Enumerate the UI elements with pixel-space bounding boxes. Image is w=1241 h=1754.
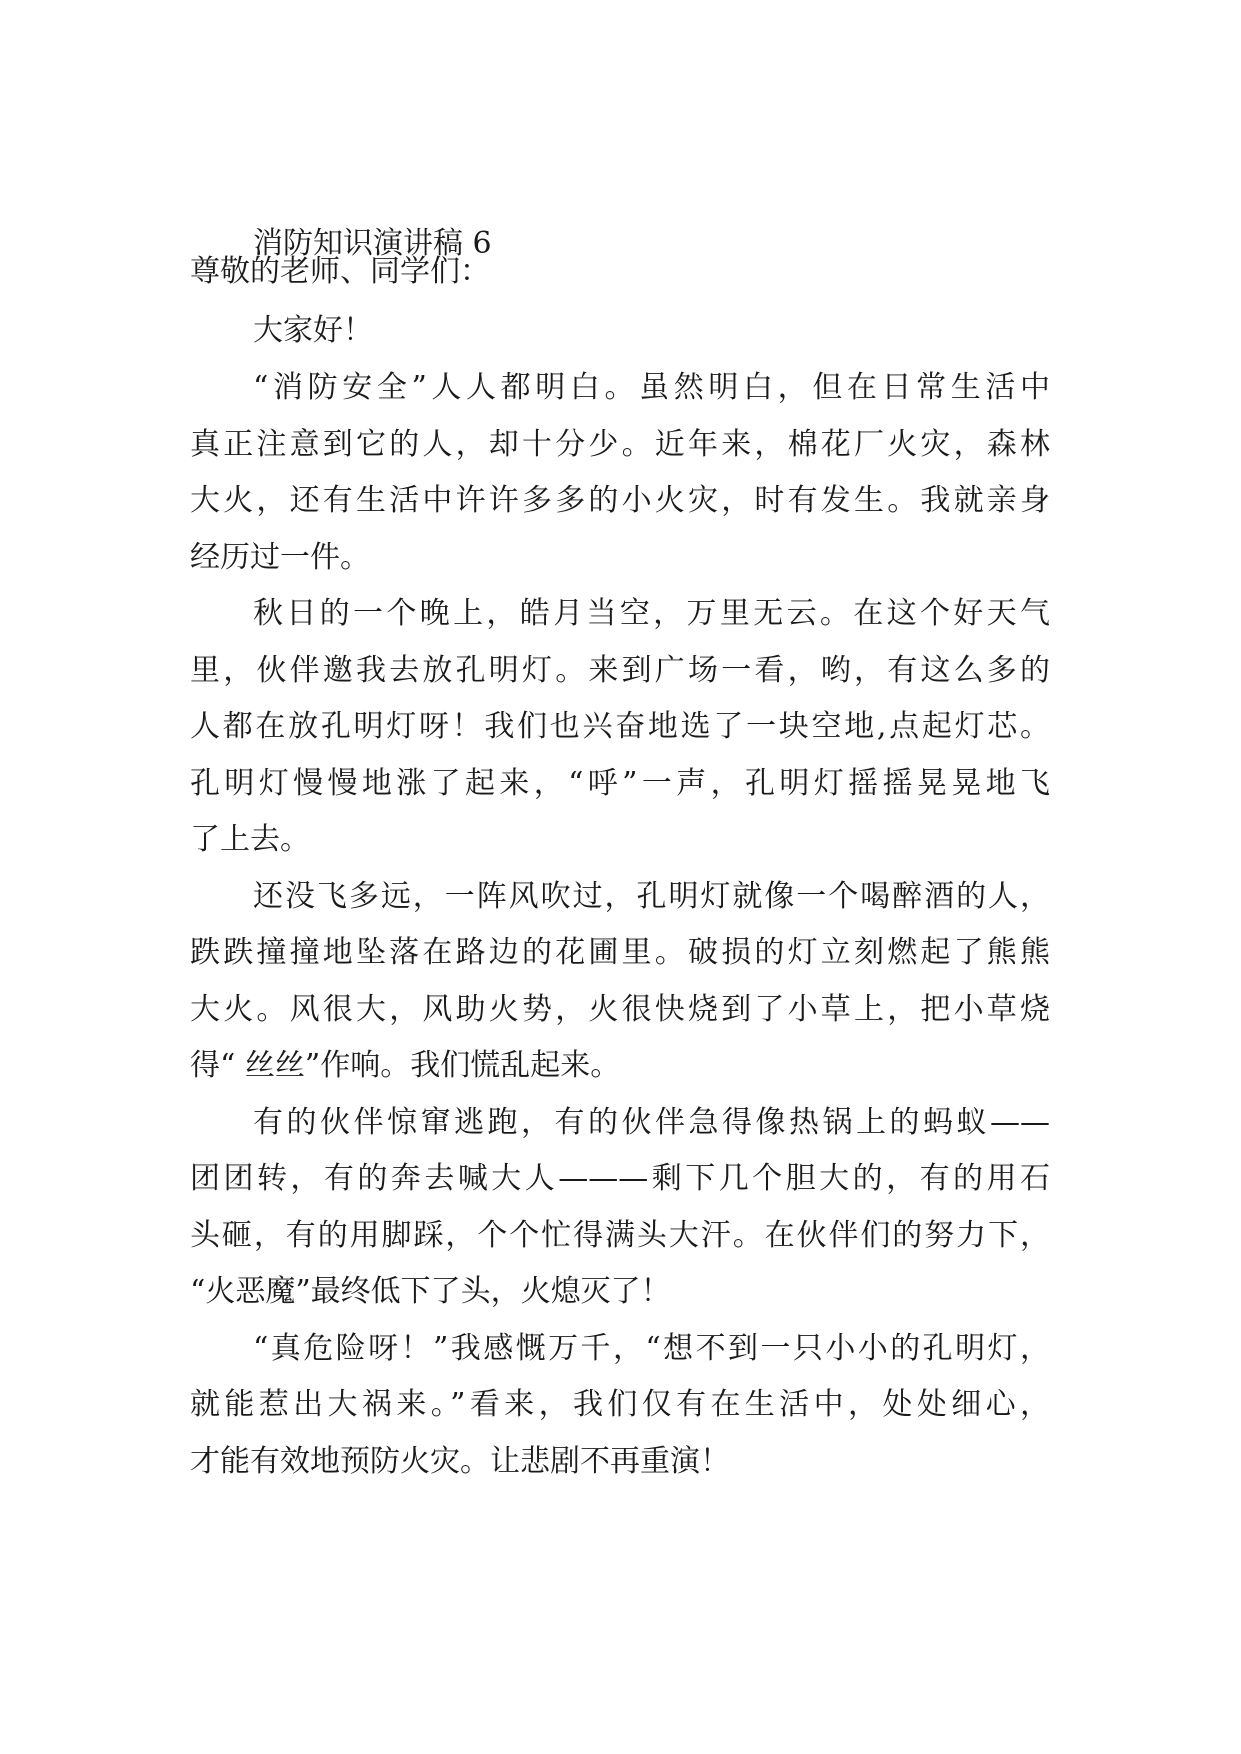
- paragraph-3-line-2: 跌跌撞撞地坠落在路边的花圃里。破损的灯立刻燃起了熊熊: [190, 935, 1050, 970]
- paragraph-2-line-1: 秋日的一个晚上，皓月当空，万里无云。在这个好天气: [253, 596, 1050, 631]
- paragraph-2-line-5: 了上去。: [190, 822, 310, 857]
- paragraph-3-line-1: 还没飞多远，一阵风吹过，孔明灯就像一个喝醉酒的人，: [253, 879, 1050, 914]
- paragraph-4-line-3: 头砸，有的用脚踩，个个忙得满头大汗。在伙伴们的努力下，: [190, 1218, 1050, 1253]
- paragraph-1-line-2: 真正注意到它的人，却十分少。近年来，棉花厂火灾，森林: [190, 427, 1050, 462]
- paragraph-3-line-3: 大火。风很大，风助火势，火很快烧到了小草上，把小草烧: [190, 992, 1050, 1027]
- paragraph-1-line-3: 大火，还有生活中许许多多的小火灾，时有发生。我就亲身: [190, 483, 1050, 518]
- paragraph-3-line-4: 得“ 丝丝”作响。我们慌乱起来。: [190, 1048, 621, 1083]
- paragraph-2-line-2: 里，伙伴邀我去放孔明灯。来到广场一看，哟，有这么多的: [190, 653, 1050, 688]
- paragraph-5-line-2: 就能惹出大祸来。”看来，我们仅有在生活中，处处细心，: [190, 1387, 1050, 1422]
- document-title: 消防知识演讲稿 6: [253, 226, 492, 261]
- greeting: 大家好！: [253, 313, 373, 348]
- paragraph-4-line-1: 有的伙伴惊窜逃跑，有的伙伴急得像热锅上的蚂蚁——: [253, 1105, 1050, 1140]
- paragraph-2-line-3: 人都在放孔明灯呀！我们也兴奋地选了一块空地,点起灯芯。: [190, 709, 1050, 744]
- salutation: 尊敬的老师、同学们：: [190, 254, 490, 289]
- paragraph-1-line-1: “消防安全”人人都明白。虽然明白，但在日常生活中: [253, 370, 1050, 405]
- paragraph-1-line-4: 经历过一件。: [190, 540, 370, 575]
- paragraph-4-line-2: 团团转，有的奔去喊大人———剩下几个胆大的，有的用石: [190, 1161, 1050, 1196]
- paragraph-4-line-4: “火恶魔”最终低下了头，火熄灭了！: [190, 1274, 671, 1309]
- paragraph-2-line-4: 孔明灯慢慢地涨了起来，“呼”一声，孔明灯摇摇晃晃地飞: [190, 766, 1050, 801]
- paragraph-5-line-3: 才能有效地预防火灾。让悲剧不再重演！: [190, 1444, 730, 1479]
- paragraph-5-line-1: “真危险呀！”我感慨万千，“想不到一只小小的孔明灯，: [253, 1331, 1050, 1366]
